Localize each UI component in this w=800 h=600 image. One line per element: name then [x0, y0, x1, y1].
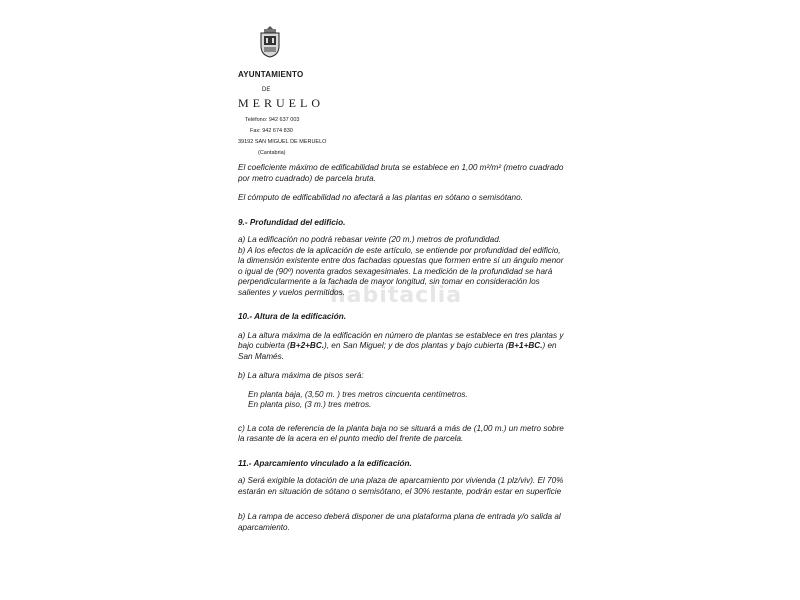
text-line: la dimensión existente entre dos fachadas opuestas que formen entre sí un ángulo menor — [238, 256, 564, 265]
text-line: San Mamés. — [238, 351, 284, 361]
section-11a-text — [238, 476, 578, 497]
org-town: MERUELO — [238, 96, 324, 110]
address: 39192 SAN MIGUEL DE MERUELO — [238, 139, 327, 145]
bold-term: B+2+BC. — [289, 341, 325, 350]
text-line: El coeficiente máximo de edificabilidad bruta se establece en 1,00 m²/m² (metro cuadrado — [238, 163, 564, 172]
text-fragment: bajo cubierta ( — [238, 341, 290, 350]
text-line: aparcamiento. — [238, 522, 290, 532]
region: (Cantabria) — [258, 150, 286, 156]
section-10b-list — [238, 390, 578, 411]
coat-of-arms-icon — [258, 26, 282, 58]
text-line: a) La edificación no podrá rebasar veinte (20 m.) metros de profundidad. — [238, 235, 502, 244]
text-line: perpendicularmente a la fachada de mayor longitud, sin tomar en consideración los — [238, 277, 540, 286]
text-line: c) La cota de referencia de la planta baja no se situará a más de (1,00 m.) un metro sobre — [238, 423, 564, 433]
text-line: estarán en situación de sótano o semisótano, el 30% restante, podrán estar en superficie — [238, 486, 562, 496]
text-fragment: ), en San Miguel; y de dos plantas y bajo cubierta ( — [324, 341, 509, 350]
text-line: a) Será exigible la dotación de una plaza de aparcamiento por vivienda (1 plz/viv). El 70% — [238, 476, 564, 485]
document-body — [238, 163, 578, 533]
text-line: El cómputo de edificabilidad no afectará a las plantas en sótano o semisótano. — [238, 193, 523, 202]
text-line: la rasante de la acera en el punto medio del frente de parcela. — [238, 434, 464, 443]
list-item: En planta piso, (3 m.) tres metros. — [248, 400, 372, 409]
section-heading-10: 10.- Altura de la edificación. — [238, 312, 346, 321]
contact-block — [238, 115, 438, 159]
paragraph-edificabilidad — [238, 163, 578, 184]
section-heading-11: 11.- Aparcamiento vinculado a la edificación. — [238, 458, 412, 468]
text-line — [238, 341, 578, 352]
text-line: b) La rampa de acceso deberá disponer de una plataforma plana de entrada y/o salida al — [238, 512, 561, 521]
section-11b-text — [238, 512, 578, 533]
text-line: b) La altura máxima de pisos será: — [238, 371, 364, 380]
bold-term: B+1+BC. — [508, 341, 543, 350]
phone: Teléfono: 942 637 003 — [245, 117, 300, 123]
fax: Fax: 942 674 830 — [250, 128, 293, 134]
section-10b-text — [238, 371, 578, 382]
section-9-text — [238, 235, 578, 298]
org-title: AYUNTAMIENTO — [238, 70, 304, 79]
text-line: salientes y vuelos permitidos. — [238, 287, 345, 297]
section-10a-text — [238, 331, 578, 363]
org-de: DE — [262, 87, 271, 93]
text-line: a) La altura máxima de la edificación en número de plantas se establece en tres plantas y — [238, 330, 564, 340]
text-line: o igual de (90º) noventa grados sexagesimales. La medición de la profundidad se hará — [238, 266, 553, 276]
list-item: En planta baja, (3,50 m. ) tres metros cincuenta centímetros. — [248, 389, 468, 399]
section-10c-text — [238, 424, 578, 445]
text-fragment: ) en — [542, 341, 557, 350]
section-heading-9: 9.- Profundidad del edificio. — [238, 217, 346, 227]
letterhead — [238, 70, 438, 159]
watermark: habitaclia — [330, 283, 463, 308]
text-line: por metro cuadrado) de parcela bruta. — [238, 173, 376, 183]
text-line: b) A los efectos de la aplicación de este artículo, se entiende por profundidad del edificio, — [238, 245, 561, 255]
paragraph-computo — [238, 193, 578, 204]
